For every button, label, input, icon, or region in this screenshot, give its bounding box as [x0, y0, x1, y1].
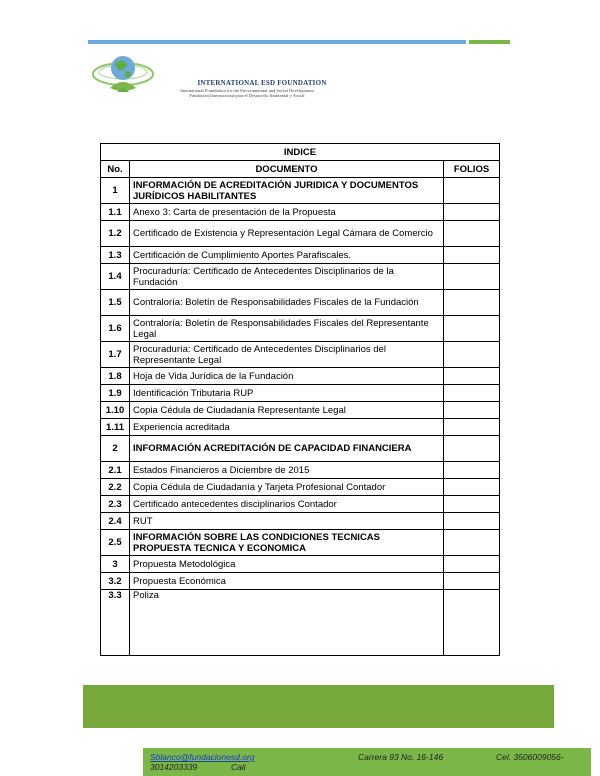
org-subtitle-en: International Foundation for the Environmental and Social Development — [180, 88, 314, 93]
header-blue-bar — [88, 40, 466, 44]
row-document: Contraloría: Boletín de Responsabilidades Fiscales de la Fundación — [130, 290, 444, 316]
table-row — [101, 178, 500, 204]
table-row — [101, 264, 500, 290]
row-folios — [444, 496, 500, 513]
row-document: Anexo 3: Carta de presentación de la Propuesta — [130, 204, 444, 221]
row-document: INFORMACIÓN DE ACREDITACIÓN JURIDICA Y DOCUMENTOS JURÍDICOS HABILITANTES — [130, 178, 444, 204]
row-folios — [444, 204, 500, 221]
row-number: 2.3 — [101, 496, 130, 513]
table-title: INDICE — [101, 144, 500, 161]
row-document: Certificado antecedentes disciplinarios Contador — [130, 496, 444, 513]
row-folios — [444, 479, 500, 496]
table-row — [101, 530, 500, 556]
row-number: 1.4 — [101, 264, 130, 290]
row-number: 2.2 — [101, 479, 130, 496]
row-folios — [444, 573, 500, 590]
row-folios — [444, 316, 500, 342]
row-folios — [444, 342, 500, 368]
row-folios — [444, 462, 500, 479]
row-folios — [444, 247, 500, 264]
row-number: 1.1 — [101, 204, 130, 221]
row-number: 3.2 — [101, 573, 130, 590]
table-row — [101, 368, 500, 385]
row-document: Estados Financieros a Diciembre de 2015 — [130, 462, 444, 479]
row-folios — [444, 290, 500, 316]
table-row — [101, 590, 500, 656]
contact-address: Carrera 93 No. 16-146 — [358, 752, 444, 762]
row-number: 2 — [101, 436, 130, 462]
row-number: 1.10 — [101, 402, 130, 419]
row-number: 2.5 — [101, 530, 130, 556]
row-folios — [444, 436, 500, 462]
table-row — [101, 556, 500, 573]
row-number: 1.9 — [101, 385, 130, 402]
table-row — [101, 247, 500, 264]
table-row — [101, 204, 500, 221]
table-row — [101, 573, 500, 590]
row-folios — [444, 385, 500, 402]
table-row — [101, 462, 500, 479]
row-folios — [444, 178, 500, 204]
table-row — [101, 402, 500, 419]
table-row — [101, 290, 500, 316]
row-document: Procuraduría: Certificado de Antecedentes Disciplinarios del Representante Legal — [130, 342, 444, 368]
column-header-document: DOCUMENTO — [130, 161, 444, 178]
row-document: Certificación de Cumplimiento Aportes Parafiscales. — [130, 247, 444, 264]
row-number: 1 — [101, 178, 130, 204]
row-folios — [444, 556, 500, 573]
table-row — [101, 436, 500, 462]
row-folios — [444, 368, 500, 385]
header-green-bar — [469, 40, 510, 44]
table-row — [101, 496, 500, 513]
row-document: Hoja de Vida Jurídica de la Fundación — [130, 368, 444, 385]
row-folios — [444, 221, 500, 247]
row-document: Procuraduría: Certificado de Antecedentes Disciplinarios de la Fundación — [130, 264, 444, 290]
row-folios — [444, 402, 500, 419]
row-document: Certificado de Existencia y Representación Legal Cámara de Comercio — [130, 221, 444, 247]
row-number: 1.3 — [101, 247, 130, 264]
table-row — [101, 221, 500, 247]
row-folios — [444, 513, 500, 530]
table-row — [101, 342, 500, 368]
row-folios — [444, 590, 500, 656]
org-subtitle-es: Fundación Internacional para el Desarrollo Ambiental y Social — [189, 93, 305, 98]
contact-email-link[interactable]: Sblanco@fundacionesd.org — [150, 752, 255, 762]
row-number: 2.1 — [101, 462, 130, 479]
row-folios — [444, 419, 500, 436]
row-document: Copia Cédula de Ciudadanía y Tarjeta Profesional Contador — [130, 479, 444, 496]
row-document: RUT — [130, 513, 444, 530]
row-folios — [444, 530, 500, 556]
contact-city: Cali — [231, 762, 246, 772]
row-document: Poliza — [130, 590, 444, 656]
foundation-logo — [90, 48, 156, 98]
row-document: INFORMACIÓN ACREDITACIÓN DE CAPACIDAD FINANCIERA — [130, 436, 444, 462]
table-row — [101, 479, 500, 496]
table-row — [101, 385, 500, 402]
contact-cel: Cel. 3506009056- — [496, 752, 564, 762]
org-name: INTERNATIONAL ESD FOUNDATION — [197, 79, 327, 87]
row-folios — [444, 264, 500, 290]
row-document: INFORMACIÓN SOBRE LAS CONDICIONES TECNICAS PROPUESTA TECNICA Y ECONOMICA — [130, 530, 444, 556]
row-number: 1.2 — [101, 221, 130, 247]
table-row — [101, 419, 500, 436]
row-document: Identificación Tributaria RUP — [130, 385, 444, 402]
row-document: Propuesta Económica — [130, 573, 444, 590]
footer-band — [83, 685, 554, 728]
index-table — [100, 143, 500, 656]
row-number: 1.7 — [101, 342, 130, 368]
row-number: 3.3 — [101, 590, 130, 656]
row-document: Experiencia acreditada — [130, 419, 444, 436]
column-header-folios: FOLIOS — [444, 161, 500, 178]
row-number: 1.6 — [101, 316, 130, 342]
contact-phone: 3014203339 — [150, 762, 198, 772]
table-row — [101, 316, 500, 342]
row-document: Copia Cédula de Ciudadanía Representante Legal — [130, 402, 444, 419]
row-number: 1.5 — [101, 290, 130, 316]
row-document: Contraloría: Boletín de Responsabilidades Fiscales del Representante Legal — [130, 316, 444, 342]
table-row — [101, 513, 500, 530]
column-header-no: No. — [101, 161, 130, 178]
row-number: 1.11 — [101, 419, 130, 436]
row-document: Propuesta Metodológica — [130, 556, 444, 573]
row-number: 1.8 — [101, 368, 130, 385]
row-number: 2.4 — [101, 513, 130, 530]
row-number: 3 — [101, 556, 130, 573]
